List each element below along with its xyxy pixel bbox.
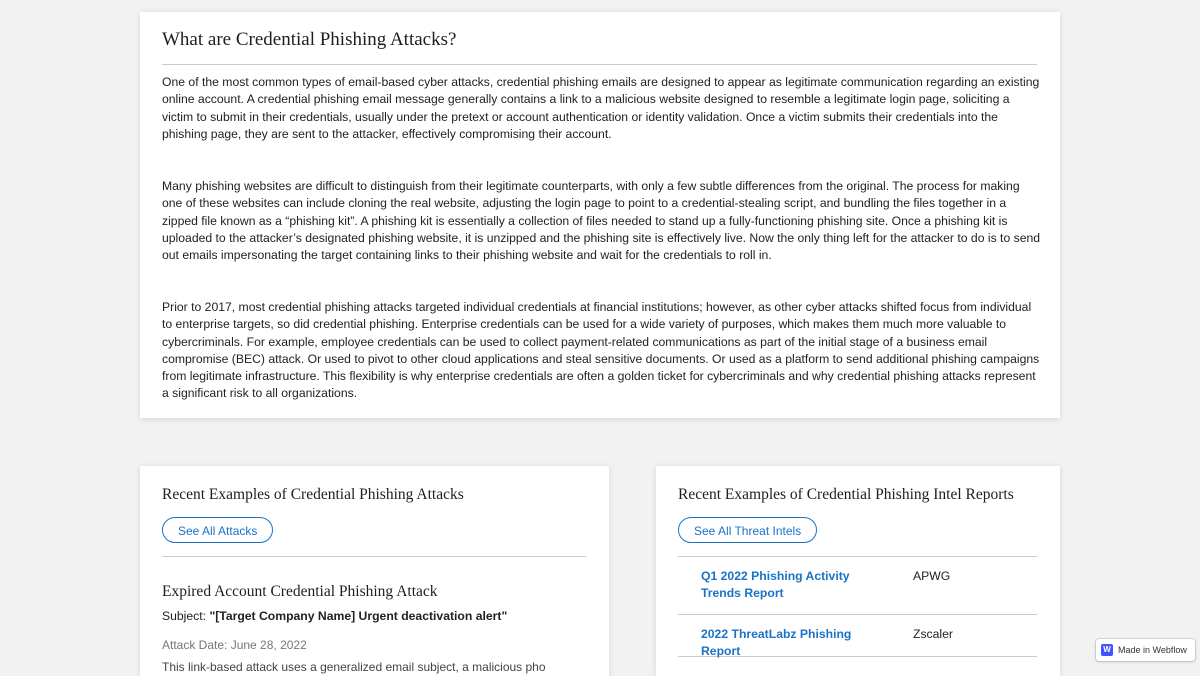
intel-report-source: APWG	[913, 569, 951, 583]
intel-report-link[interactable]: 2022 ThreatLabz Phishing Report	[701, 627, 852, 658]
intel-row	[678, 615, 1037, 657]
paragraph: Many phishing websites are difficult to distinguish from their legitimate counterparts, with only a few subtle differences from the original. The process for making one of these websites can include cloning the real website, adjusting the login page to point to a credential-stealing script, and bundling the files together in a zipped file known as a “phishing kit”. A phishing kit is essentially a collection of files needed to stand up a fully-functioning phishing site. Once a phishing kit is uploaded to the attacker’s designated phishing website, it is unzipped and the phishing site is effectively live. Now the only thing left for the attacker to do is to send out emails impersonating the target containing links to their phishing website and wait for the credentials to roll in.	[162, 179, 1041, 263]
webflow-badge-label: Made in Webflow	[1118, 645, 1187, 655]
recent-intel-title: Recent Examples of Credential Phishing Intel Reports	[678, 486, 1014, 503]
main-content-card	[140, 12, 1060, 418]
attack-example-body: This link-based attack uses a generalized email subject, a malicious pho	[162, 660, 546, 674]
see-all-threat-intels-button[interactable]: See All Threat Intels	[678, 517, 817, 543]
intel-row	[678, 557, 1037, 615]
subject-value: "[Target Company Name] Urgent deactivation alert"	[209, 609, 508, 623]
recent-intel-card	[656, 466, 1060, 676]
see-all-attacks-button[interactable]: See All Attacks	[162, 517, 273, 543]
divider	[162, 556, 586, 557]
page-title: What are Credential Phishing Attacks?	[162, 28, 1037, 65]
intel-report-source: Zscaler	[913, 627, 953, 641]
made-in-webflow-badge[interactable]	[1096, 639, 1195, 661]
recent-attacks-card	[140, 466, 609, 676]
attack-date: Attack Date: June 28, 2022	[162, 638, 307, 652]
attack-example-title[interactable]: Expired Account Credential Phishing Attack	[162, 583, 438, 600]
webflow-icon: W	[1101, 644, 1113, 656]
paragraph: One of the most common types of email-based cyber attacks, credential phishing emails are designed to appear as legitimate communication regarding an existing online account. A credential phishing email message generally contains a link to a malicious website designed to resemble a legitimate login page, soliciting a victim to submit in their credentials, usually under the pretext or account authentication or identity validation. Once a victim submits their credentials into the phishing page, they are sent to the attacker, effectively compromising their account.	[162, 75, 1040, 141]
recent-attacks-title: Recent Examples of Credential Phishing Attacks	[162, 486, 464, 503]
attack-example-subject	[162, 608, 507, 624]
paragraph: Prior to 2017, most credential phishing attacks targeted individual credentials at financial institutions; however, as other cyber attacks shifted focus from individual to enterprise targets, so did credential phishing. Enterprise credentials can be used for a wide variety of purposes, which makes them much more valuable to cybercriminals. For example, employee credentials can be used to collect payment-related communications as part of the initial stage of a business email compromise (BEC) attack. Or used to pivot to other cloud applications and steal sensitive documents. Or used as a platform to send additional phishing campaigns from legitimate infrastructure. This flexibility is why enterprise credentials are often a golden ticket for cybercriminals and why credential phishing attacks represent a significant risk to all organizations.	[162, 300, 1040, 401]
intel-report-link[interactable]: Q1 2022 Phishing Activity Trends Report	[701, 569, 850, 600]
subject-label: Subject:	[162, 609, 210, 623]
